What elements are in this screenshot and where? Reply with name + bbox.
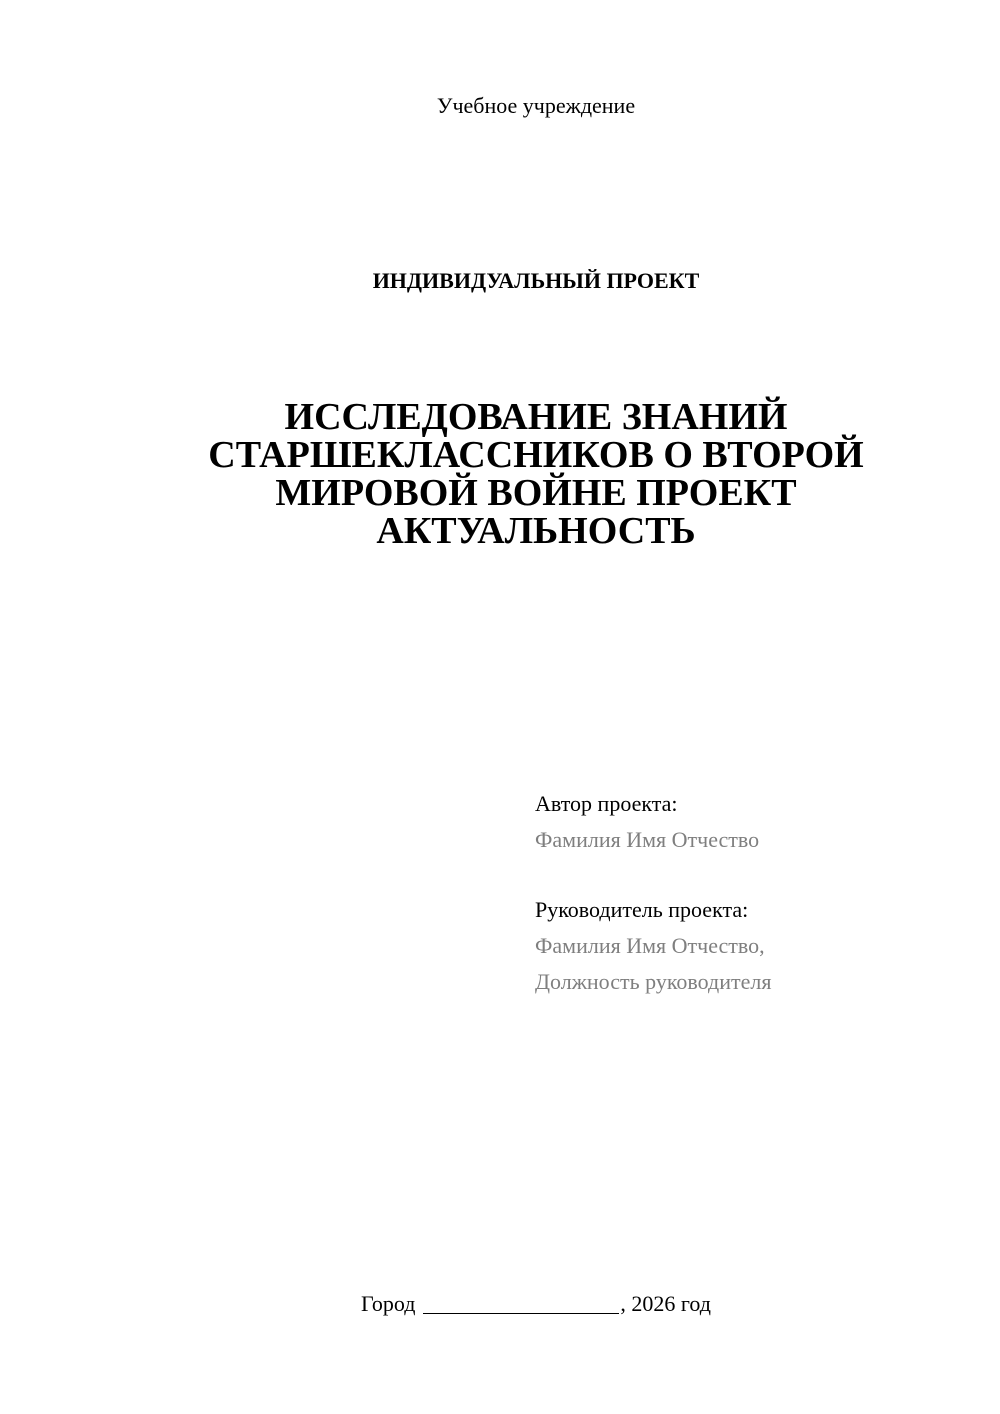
city-label: Город <box>361 1291 416 1316</box>
author-label: Автор проекта: <box>535 791 678 816</box>
supervisor-label: Руководитель проекта: <box>535 897 749 922</box>
supervisor-position: Должность руководителя <box>535 969 772 994</box>
author-block <box>535 786 975 858</box>
project-type-heading: ИНДИВИДУАЛЬНЫЙ ПРОЕКТ <box>372 268 700 293</box>
city-blank-underline <box>423 1291 619 1314</box>
project-title <box>180 398 892 550</box>
city-year-line <box>0 1290 1000 1318</box>
institution-name: Учебное учреждение <box>436 93 636 118</box>
project-title-line: ИССЛЕДОВАНИЕ ЗНАНИЙ <box>284 396 788 438</box>
year-text: , 2026 год <box>620 1291 711 1316</box>
project-title-line: АКТУАЛЬНОСТЬ <box>376 510 696 552</box>
author-name: Фамилия Имя Отчество <box>535 827 760 852</box>
project-title-line: СТАРШЕКЛАССНИКОВ О ВТОРОЙ <box>208 434 864 476</box>
supervisor-block <box>535 892 975 1000</box>
supervisor-name: Фамилия Имя Отчество, <box>535 933 765 958</box>
project-title-line: МИРОВОЙ ВОЙНЕ ПРОЕКТ <box>275 472 797 514</box>
